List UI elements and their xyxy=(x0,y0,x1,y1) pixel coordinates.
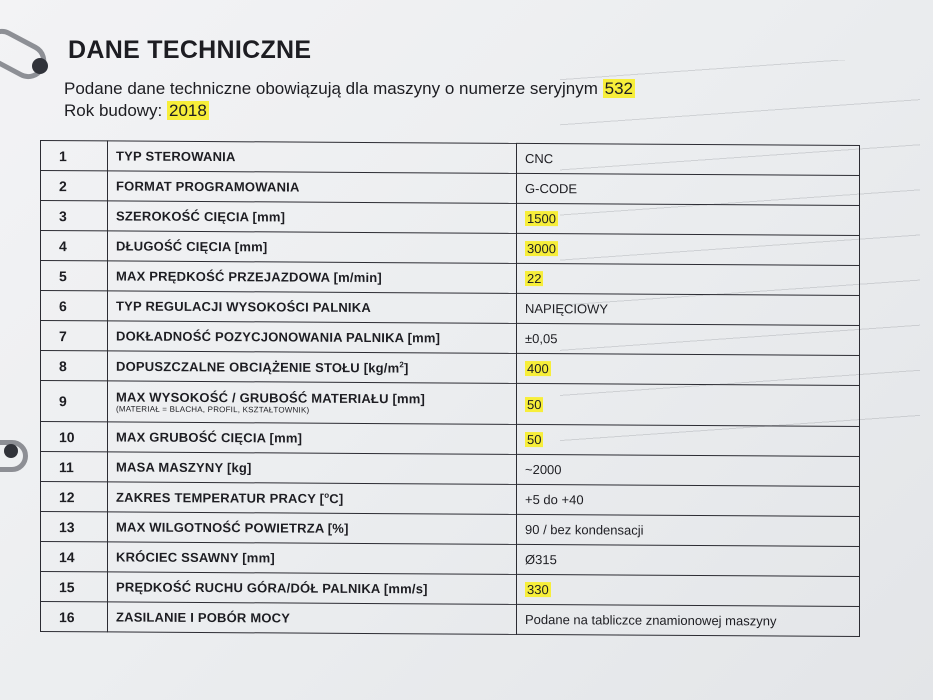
value-cell xyxy=(517,514,860,546)
parameter-name: MAX GRUBOŚĆ CIĘCIA [mm] xyxy=(116,429,303,446)
parameter-cell xyxy=(108,141,517,173)
table-row xyxy=(41,381,860,427)
year-built-value: 2018 xyxy=(169,101,207,120)
row-number: 10 xyxy=(41,422,108,452)
parameter-cell xyxy=(108,351,517,383)
parameter-name: DŁUGOŚĆ CIĘCIA [mm] xyxy=(116,238,268,255)
value-cell xyxy=(517,353,860,385)
spec-value: G-CODE xyxy=(525,180,577,197)
table-row xyxy=(41,321,860,356)
intro-serial-label: Podane dane techniczne obowiązują dla maszyny o numerze seryjnym xyxy=(64,79,598,98)
row-number: 3 xyxy=(41,201,108,231)
value-cell xyxy=(517,544,860,576)
parameter-cell xyxy=(108,381,517,424)
highlighted-value: 330 xyxy=(527,581,549,598)
row-number: 1 xyxy=(41,141,108,171)
row-number: 8 xyxy=(41,351,108,381)
table-row xyxy=(41,201,860,236)
spec-value: NAPIĘCIOWY xyxy=(525,300,609,317)
value-cell xyxy=(517,323,860,355)
highlighted-value: 3000 xyxy=(527,240,556,257)
row-number: 13 xyxy=(41,512,108,542)
parameter-name: SZEROKOŚĆ CIĘCIA [mm] xyxy=(116,208,286,225)
row-number: 11 xyxy=(41,452,108,482)
highlighted-value: 50 xyxy=(527,396,542,412)
value-cell xyxy=(517,484,860,516)
table-row xyxy=(41,482,860,517)
parameter-name: ZASILANIE I POBÓR MOCY xyxy=(116,609,291,626)
parameter-cell xyxy=(108,572,517,604)
parameter-cell xyxy=(108,201,517,233)
table-row xyxy=(41,351,860,386)
parameter-superscript: 2 xyxy=(399,360,405,370)
table-row xyxy=(41,422,860,457)
table-row xyxy=(41,141,860,176)
parameter-cell xyxy=(108,171,517,203)
spec-value: ±0,05 xyxy=(525,330,558,347)
table-row xyxy=(41,261,860,296)
parameter-name: ZAKRES TEMPERATUR PRACY [ xyxy=(116,489,325,506)
highlighted-value: 400 xyxy=(527,360,549,377)
spec-value: +5 do +40 xyxy=(525,491,584,508)
value-cell xyxy=(517,203,860,235)
value-cell xyxy=(517,233,860,265)
parameter-cell xyxy=(108,602,517,634)
parameter-name: FORMAT PROGRAMOWANIA xyxy=(116,178,300,195)
intro-line-year xyxy=(64,100,635,122)
table-row xyxy=(41,512,860,547)
parameter-cell xyxy=(108,291,517,323)
parameter-name: PRĘDKOŚĆ RUCHU GÓRA/DÓŁ PALNIKA [mm/s] xyxy=(116,579,428,597)
spec-value: Ø315 xyxy=(525,551,557,568)
serial-number-value: 532 xyxy=(604,79,634,98)
spec-table-body xyxy=(41,141,860,637)
year-label: Rok budowy: xyxy=(64,101,163,120)
spec-value: Podane na tabliczce znamionowej maszyny xyxy=(525,611,777,629)
row-number: 12 xyxy=(41,482,108,512)
value-cell xyxy=(517,293,860,325)
parameter-superscript: o xyxy=(324,490,330,500)
parameter-cell xyxy=(108,482,517,514)
table-row xyxy=(41,291,860,326)
spec-value: ~2000 xyxy=(525,461,562,478)
table-row xyxy=(41,171,860,206)
parameter-name: MAX WILGOTNOŚĆ POWIETRZA [%] xyxy=(116,519,349,536)
parameter-name: DOPUSZCZALNE OBCIĄŻENIE STOŁU [kg/m xyxy=(116,358,400,376)
punch-hole-icon xyxy=(32,58,48,74)
row-number: 9 xyxy=(41,381,108,422)
parameter-name: TYP REGULACJI WYSOKOŚCI PALNIKA xyxy=(116,298,371,316)
row-number: 4 xyxy=(41,231,108,261)
row-number: 7 xyxy=(41,321,108,351)
intro-line-serial xyxy=(64,78,635,100)
value-cell xyxy=(517,574,860,606)
parameter-cell xyxy=(108,452,517,484)
table-row xyxy=(41,231,860,266)
highlighted-value: 22 xyxy=(527,270,542,287)
parameter-name: MAX WYSOKOŚĆ / GRUBOŚĆ MATERIAŁU [mm] xyxy=(116,389,426,407)
spec-table xyxy=(40,140,860,637)
value-cell xyxy=(517,263,860,295)
value-cell xyxy=(517,454,860,486)
intro-text xyxy=(64,78,635,122)
parameter-cell xyxy=(108,542,517,574)
parameter-note: (MATERIAŁ = BLACHA, PROFIL, KSZTAŁTOWNIK) xyxy=(116,404,310,415)
spec-value: CNC xyxy=(525,150,554,167)
value-cell xyxy=(517,143,860,175)
table-row xyxy=(41,602,860,637)
parameter-name: TYP STEROWANIA xyxy=(116,148,236,165)
parameter-cell xyxy=(108,321,517,353)
row-number: 2 xyxy=(41,171,108,201)
parameter-cell xyxy=(108,231,517,263)
parameter-unit-end: ] xyxy=(404,360,409,376)
parameter-cell xyxy=(108,261,517,293)
table-row xyxy=(41,542,860,577)
value-cell xyxy=(517,604,860,636)
spec-value: 90 / bez kondensacji xyxy=(525,521,644,538)
parameter-name: KRÓCIEC SSAWNY [mm] xyxy=(116,549,275,566)
table-row xyxy=(41,572,860,607)
highlighted-value: 1500 xyxy=(527,210,556,227)
punch-hole-icon xyxy=(4,444,18,458)
spec-table-container xyxy=(40,140,860,645)
row-number: 5 xyxy=(41,261,108,291)
row-number: 15 xyxy=(41,572,108,602)
parameter-name: MAX PRĘDKOŚĆ PRZEJAZDOWA [m/min] xyxy=(116,268,382,286)
parameter-name: DOKŁADNOŚĆ POZYCJONOWANIA PALNIKA [mm] xyxy=(116,328,441,346)
table-row xyxy=(41,452,860,487)
binder-ring-icon xyxy=(0,23,53,86)
row-number: 14 xyxy=(41,542,108,572)
parameter-name: MASA MASZYNY [kg] xyxy=(116,459,252,476)
row-number: 6 xyxy=(41,291,108,321)
value-cell xyxy=(517,173,860,205)
row-number: 16 xyxy=(41,602,108,632)
parameter-cell xyxy=(108,422,517,454)
value-cell xyxy=(517,424,860,456)
document-title: DANE TECHNICZNE xyxy=(68,36,312,64)
highlighted-value: 50 xyxy=(527,431,542,448)
value-cell xyxy=(517,383,860,426)
parameter-cell xyxy=(108,512,517,544)
parameter-unit-end: C] xyxy=(329,490,344,507)
